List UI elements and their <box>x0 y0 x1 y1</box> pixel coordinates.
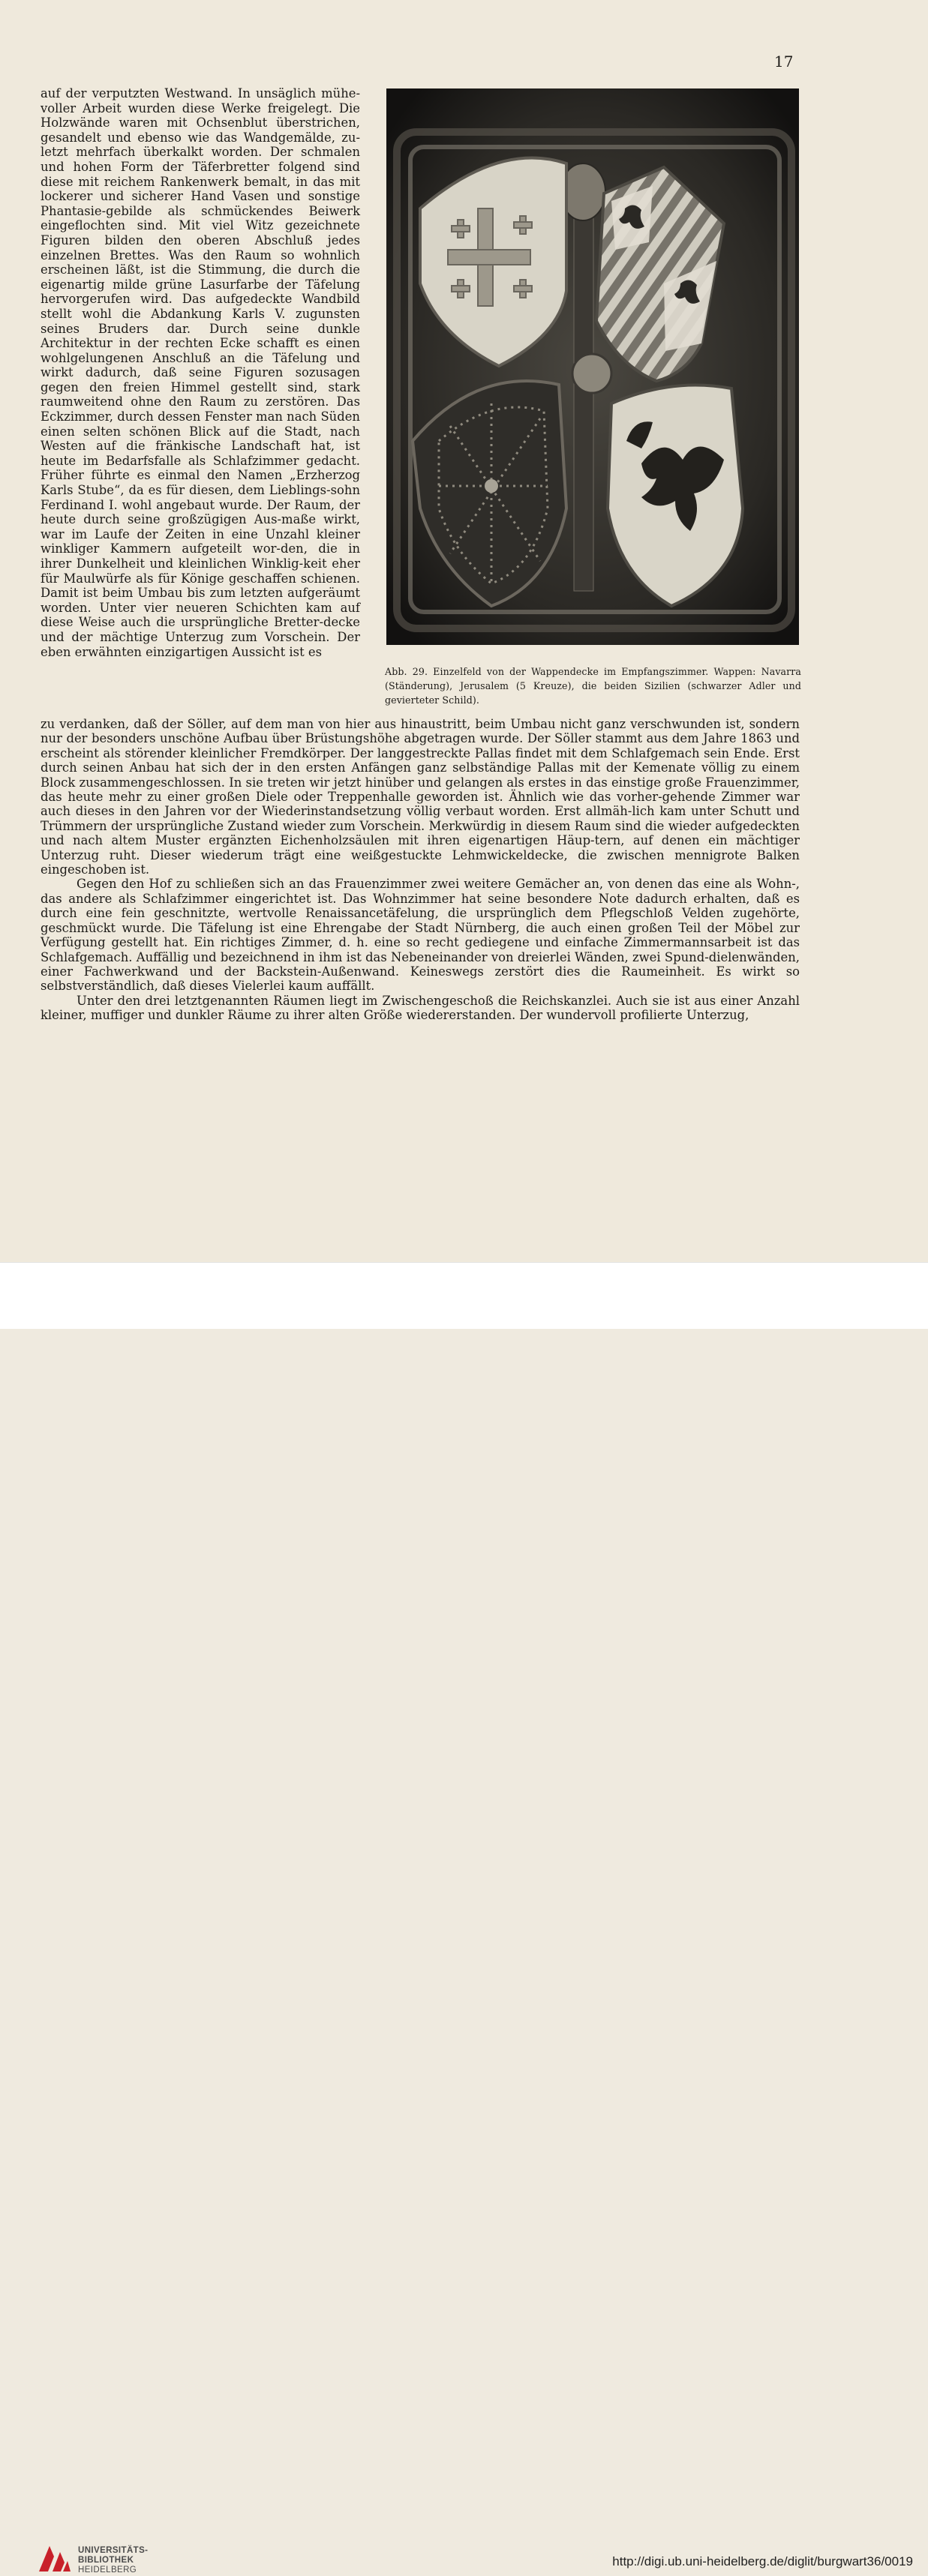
left-column-text <box>41 86 360 659</box>
library-line: UNIVERSITÄTS- <box>78 2546 149 2555</box>
central-rosette <box>572 354 611 393</box>
page-number: 17 <box>774 52 794 70</box>
jerusalem-crosses <box>448 208 532 306</box>
permalink-url[interactable]: http://digi.ub.uni-heidelberg.de/diglit/burgwart36/0019 <box>612 2554 913 2569</box>
figure-caption: Abb. 29. Einzelfeld von der Wappendecke im Empfangszimmer. Wappen: Navarra (Ständerung), Jerusalem (5 Kreuze), die beiden Sizilien (schwarzer Adler und gevierteter Schild). <box>385 666 801 706</box>
university-library-logo[interactable] <box>36 2542 72 2576</box>
paragraph: auf der verputzten Westwand. In unsäglich mühe-voller Arbeit wurden diese Werke freigelegt. Die Holzwände waren mit Ochsenblut überstrichen, gesandelt und ebenso wie das Wandgemälde, zu-letzt mehrfach überkalkt worden. Der schmalen und hohen Form der Täferbretter folgend sind diese mit reichem Rankenwerk bemalt, in das mit lockerer und sicherer Hand Vasen und sonstige Phantasie-gebilde als schmückendes Beiwerk eingeflochten sind. Mit viel Witz gezeichnete Figuren bilden den oberen Abschluß jedes einzelnen Brettes. Was den Raum so wohnlich erscheinen läßt, ist die Stimmung, die durch die eigenartig milde grüne Lasurfarbe der Täfelung hervorgerufen wird. Das aufgedeckte Wandbild stellt wohl die Abdankung Karls V. zugunsten seines Bruders dar. Durch seine dunkle Architektur in der rechten Ecke schafft es einen wohlgelungenen Anschluß an die Täfelung und wirkt dadurch, daß seine Figuren sozusagen gegen den freien Himmel gestellt sind, stark raumweitend ohne den Raum zu zerstören. Das Eckzimmer, durch dessen Fenster man nach Süden einen selten schönen Blick auf die Stadt, nach Westen auf die fränkische Landschaft hat, ist heute im Bedarfsfalle als Schlafzimmer gedacht. Früher führte es einmal den Namen „Erzherzog Karls Stube“, da es für diesen, dem Lieblings-sohn Ferdinand I. wohl angebaut wurde. Der Raum, der heute durch seine großzügigen Aus-maße wirkt, war im Laufe der Zeiten in eine Unzahl kleiner winkliger Kammern aufgeteilt wor-den, die in ihrer Dunkelheit und kleinlichen Winklig-keit eher für Maulwürfe als für Könige geschaffen schienen. Damit ist beim Umbau bis zum letzten aufgeräumt worden. Unter vier neueren Schichten kam auf diese Weise auch die ursprüngliche Bretter-decke und der mächtige Unterzug zum Vorschein. Der eben erwähnten einzigartigen Aussicht ist es <box>41 86 360 659</box>
paragraph: Unter den drei letztgenannten Räumen liegt im Zwischengeschoß die Reichskanzlei. Auch sie ist aus einer Anzahl kleiner, muffiger und dunkler Räume zu ihrer alten Größe wiedererstanden. Der wundervoll profilierte Unterzug, <box>41 993 800 1023</box>
central-column <box>574 201 593 591</box>
digitization-footer <box>0 1262 928 2575</box>
paragraph: Gegen den Hof zu schließen sich an das Frauenzimmer zwei weitere Gemächer an, von denen das eine als Wohn-, das andere als Schlafzimmer eingerichtet ist. Das Wohnzimmer hat seine besondere Note dadurch erhalten, daß es durch eine fein geschnitzte, wertvolle Renaissancetäfelung, die ursprünglich dem Pflegschloß Velden zugehörte, geschmückt wurde. Die Täfelung ist eine Ehrengabe der Stadt Nürnberg, die auch einen großen Teil der Möbel zur Verfügung gestellt hat. Ein richtiges Zimmer, d. h. eine so recht gediegene und einfache Zimmermannsarbeit ist das Schlafgemach. Auffällig und bezeichnend in ihm ist das Nebeneinander von dreierlei Wänden, zwei Spund-dielenwänden, einer Fachwerkwand und der Backstein-Außenwand. Keineswegs zerstört dies die Raumeinheit. Es wirkt so selbstverständlich, daß dieses Vielerlei kaum auffällt. <box>41 877 800 994</box>
navarra-center-stone <box>485 479 498 493</box>
library-name <box>78 2546 148 2575</box>
coat-of-arms-photograph <box>386 88 799 645</box>
library-line: HEIDELBERG <box>78 2566 137 2575</box>
scanned-page <box>0 0 928 1262</box>
library-line: BIBLIOTHEK <box>78 2556 134 2565</box>
paragraph: zu verdanken, daß der Söller, auf dem man von hier aus hinaustritt, beim Umbau nicht ganz verschwunden ist, sondern nur der besonders unschöne Aufbau über Brüstungshöhe abgetragen wurde. Der Söller stammt aus dem Jahre 1863 und erscheint als störender kleinlicher Fremdkörper. Der langgestreckte Pallas findet mit dem Schlafgemach sein Ende. Erst durch seinen Anbau hat sich der in den ersten Anfängen ganz selbständige Pallas mit der Kemenate völlig zu einem Block zusammengeschlossen. In sie treten wir jetzt hinüber und gelangen als erstes in das einstige große Frauenzimmer, das heute mehr zu einer großen Diele oder Treppenhalle geworden ist. Ähnlich wie das vorher-gehende Zimmer war auch dieses in den Jahren vor der Wiederinstandsetzung völlig verbaut worden. Erst allmäh-lich kam unter Schutt und Trümmern der ursprüngliche Zustand wieder zum Vorschein. Merkwürdig in diesem Raum sind die wieder aufgedeckten und nach altem Muster ergänzten Eichenholzsäulen mit ihren eigenartigen Häup-tern, auf denen ein mächtiger Unterzug ruht. Dieser wiederum trägt eine weißgestuckte Lehmwickeldecke, die zwischen mennigrote Balken eingeschoben ist. <box>41 717 800 877</box>
full-width-text <box>41 717 800 1023</box>
